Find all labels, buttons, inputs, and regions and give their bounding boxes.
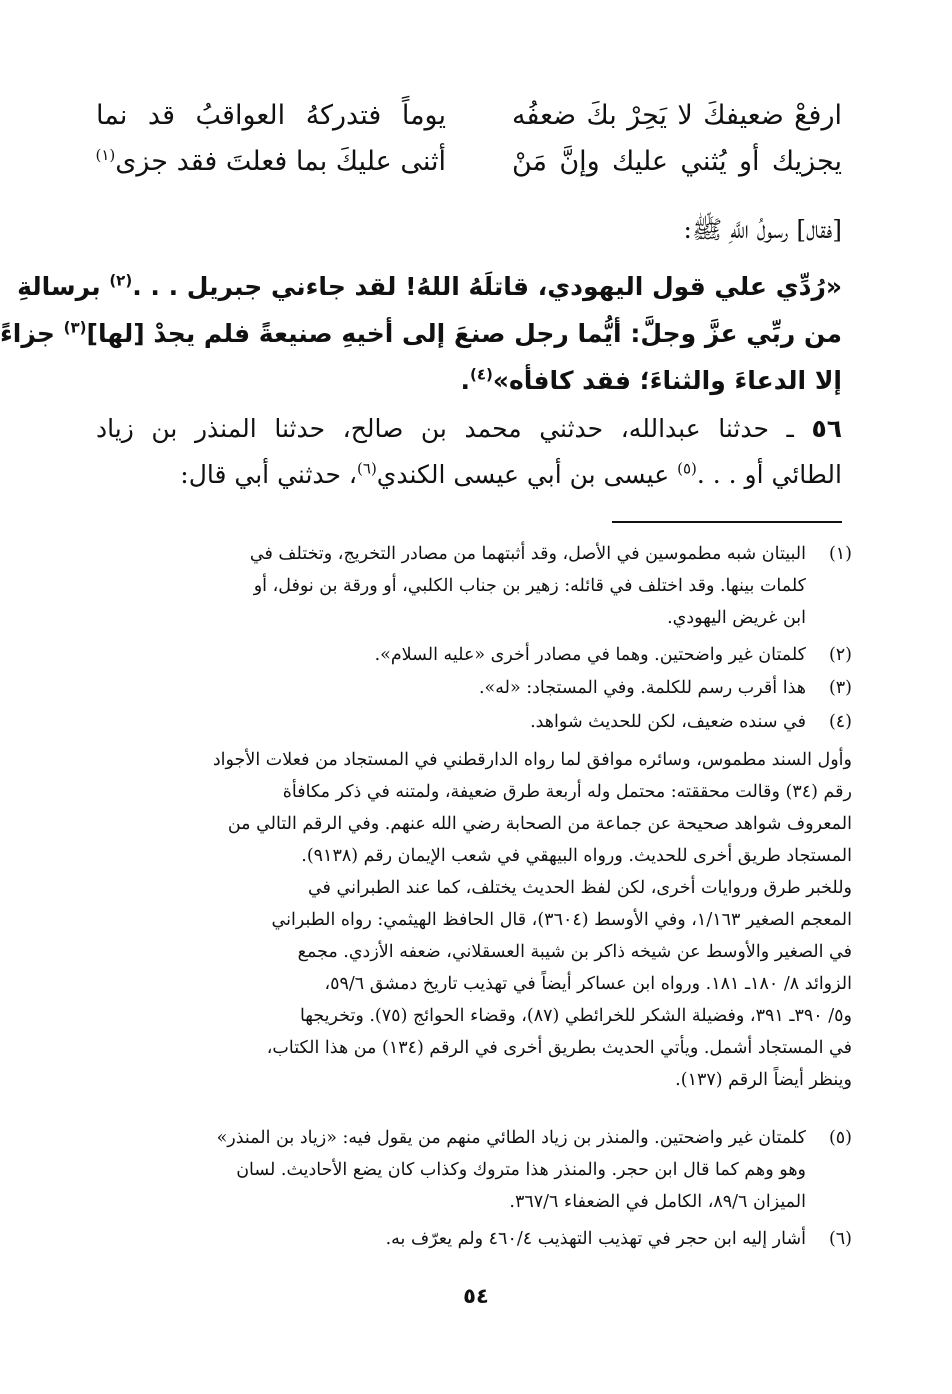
footnote-number: (٦)	[828, 1229, 852, 1249]
footnote-line: ابن غريض اليهودي.	[667, 608, 806, 628]
footnote-line: المعجم الصغير ١/١٦٣، وفي الأوسط (٣٦٠٤)، قال الحافظ الهيثمي: رواه الطبراني	[271, 910, 852, 930]
footnote-line: هذا أقرب رسم للكلمة. وفي المستجاد: «له».	[478, 678, 806, 698]
footnote-continuation	[100, 744, 852, 1096]
footnote-line: الميزان ٨٩/٦، الكامل في الضعفاء ٣٦٧/٦.	[509, 1192, 806, 1212]
footnote-line: المستجاد طريق أخرى للحديث. ورواه البيهقي في شعب الإيمان رقم (٩١٣٨).	[301, 846, 852, 866]
verse-second-text: أثنى عليكَ بما فعلتَ فقد جزى	[115, 146, 446, 177]
footnote-ref: (٤)	[470, 365, 493, 384]
footnote-number: (٥)	[828, 1128, 852, 1148]
hadith-text: .	[460, 366, 471, 395]
footnote	[100, 538, 852, 634]
footnote	[100, 1122, 852, 1218]
footnote-line: المعروف شواهد صحيحة عن جماعة من الصحابة رضي الله عنهم. وفي الرقم التالي من	[227, 814, 852, 834]
hadith-text: جزاءً	[0, 319, 55, 348]
hadith-line	[461, 366, 842, 395]
footnote-ref: (٦)	[357, 459, 377, 478]
narration-text: ـ حدثنا عبدالله، حدثني محمد بن صالح، حدثنا المنذر بن زياد	[96, 414, 794, 443]
hadith-number: ٥٦	[811, 414, 842, 443]
footnote-line: في المستجاد أشمل. ويأتي الحديث بطريق أخرى في الرقم (١٣٤) من هذا الكتاب،	[266, 1038, 852, 1058]
footnote-line: وأول السند مطموس، وسائره موافق لما رواه الدارقطني في المستجاد من فعلات الأجواد	[212, 750, 852, 770]
footnote-line: أشار إليه ابن حجر في تهذيب التهذيب ٤٦٠/٤ ولم يعرّف به.	[385, 1229, 806, 1249]
footnote-ref: (٣)	[63, 318, 87, 337]
hadith-line	[0, 318, 842, 348]
footnote-number: (٢)	[828, 645, 852, 665]
narration-text: الطائي أو . . .	[696, 460, 842, 489]
footnote-divider	[612, 521, 842, 523]
footnote-line: البيتان شبه مطموسين في الأصل، وقد أثبتهما من مصادر التخريج، وتختلف في	[249, 544, 806, 564]
footnote-line: في سنده ضعيف، لكن للحديث شواهد.	[530, 712, 806, 732]
narration-text: عيسى بن أبي عيسى الكندي	[376, 460, 670, 489]
footnote-ref: (٢)	[109, 271, 133, 290]
hadith-line	[17, 271, 842, 301]
narration-line	[96, 414, 842, 443]
narration-line	[180, 460, 842, 489]
footnote-number: (٤)	[828, 712, 852, 732]
footnote-number: (١)	[828, 544, 852, 564]
footnote-line: و٥/ ٣٩٠ـ ٣٩١، وفضيلة الشكر للخرائطي (٨٧)، وقضاء الحوائج (٧٥). وتخريجها	[299, 1006, 852, 1026]
verse-first-hemistich: يجزيك أو يُثني عليك وإنَّ مَنْ	[512, 146, 842, 177]
footnote-line: كلمتان غير واضحتين. وهما في مصادر أخرى «عليه السلام».	[374, 645, 806, 665]
footnote	[100, 672, 852, 704]
footnote-line: كلمات بينها. وقد اختلف في قائله: زهير بن جناب الكلبي، أو ورقة بن نوفل، أو	[253, 576, 806, 596]
footnote-line: في الصغير والأوسط عن شيخه ذاكر بن شيبة العسقلاني، ضعفه الأزدي. مجمع	[297, 942, 852, 962]
hadith-text: إلا الدعاءَ والثناءَ؛ فقد كافأه»	[492, 366, 842, 395]
poem-verse	[96, 146, 842, 186]
footnote	[100, 639, 852, 671]
page-number: ٥٤	[463, 1284, 489, 1308]
poem-verse	[96, 100, 842, 140]
footnote-line: وللخبر طرق وروايات أخرى، لكن لفظ الحديث يختلف، كما عند الطبراني في	[307, 878, 852, 898]
footnote	[100, 1223, 852, 1255]
footnote-ref: (١)	[95, 146, 116, 164]
hadith-text: «رُدِّي علي قول اليهودي، قاتلَهُ اللهُ! لقد جاءني جبريل . . .	[132, 272, 842, 301]
footnote-line: كلمتان غير واضحتين. والمنذر بن زياد الطائي منهم من يقول فيه: «زياد بن المنذر»	[216, 1128, 806, 1148]
footnote-line: الزوائد ٨/ ١٨٠ـ ١٨١. ورواه ابن عساكر أيضاً في تهذيب تاريخ دمشق ٥٩/٦،	[324, 974, 852, 994]
footnote-line: وينظر أيضاً الرقم (١٣٧).	[675, 1070, 852, 1090]
footnote-line: وهو وهم كما قال ابن حجر. والمنذر هذا متروك وكذاب كان يضع الأحاديث. لسان	[236, 1160, 806, 1180]
narration-text: ، حدثني أبي قال:	[180, 460, 358, 489]
verse-second-hemistich	[96, 146, 446, 177]
footnote-number: (٣)	[828, 678, 852, 698]
hadith-text: برسالةِ	[17, 272, 101, 301]
hadith-text: من ربِّي عزَّ وجلَّ: أيُّما رجل صنعَ إلى أخيهِ صنيعةً فلم يجدْ [لها]	[86, 319, 842, 348]
footnote-ref: (٥)	[677, 459, 697, 478]
verse-first-hemistich: ارفعْ ضعيفكَ لا يَحِرْ بكَ ضعفُه	[512, 100, 842, 131]
footnote-line: رقم (٣٤) وقالت محققته: محتمل وله أربعة طرق ضعيفة، ولمتنه في ذكر مكافأة	[282, 782, 852, 802]
verse-second-hemistich: يوماً فتدركهُ العواقبُ قد نما	[96, 100, 446, 131]
intro-line: [فقال] رسولُ اللَّهِ ﷺ:	[683, 215, 842, 244]
footnote	[100, 706, 852, 738]
